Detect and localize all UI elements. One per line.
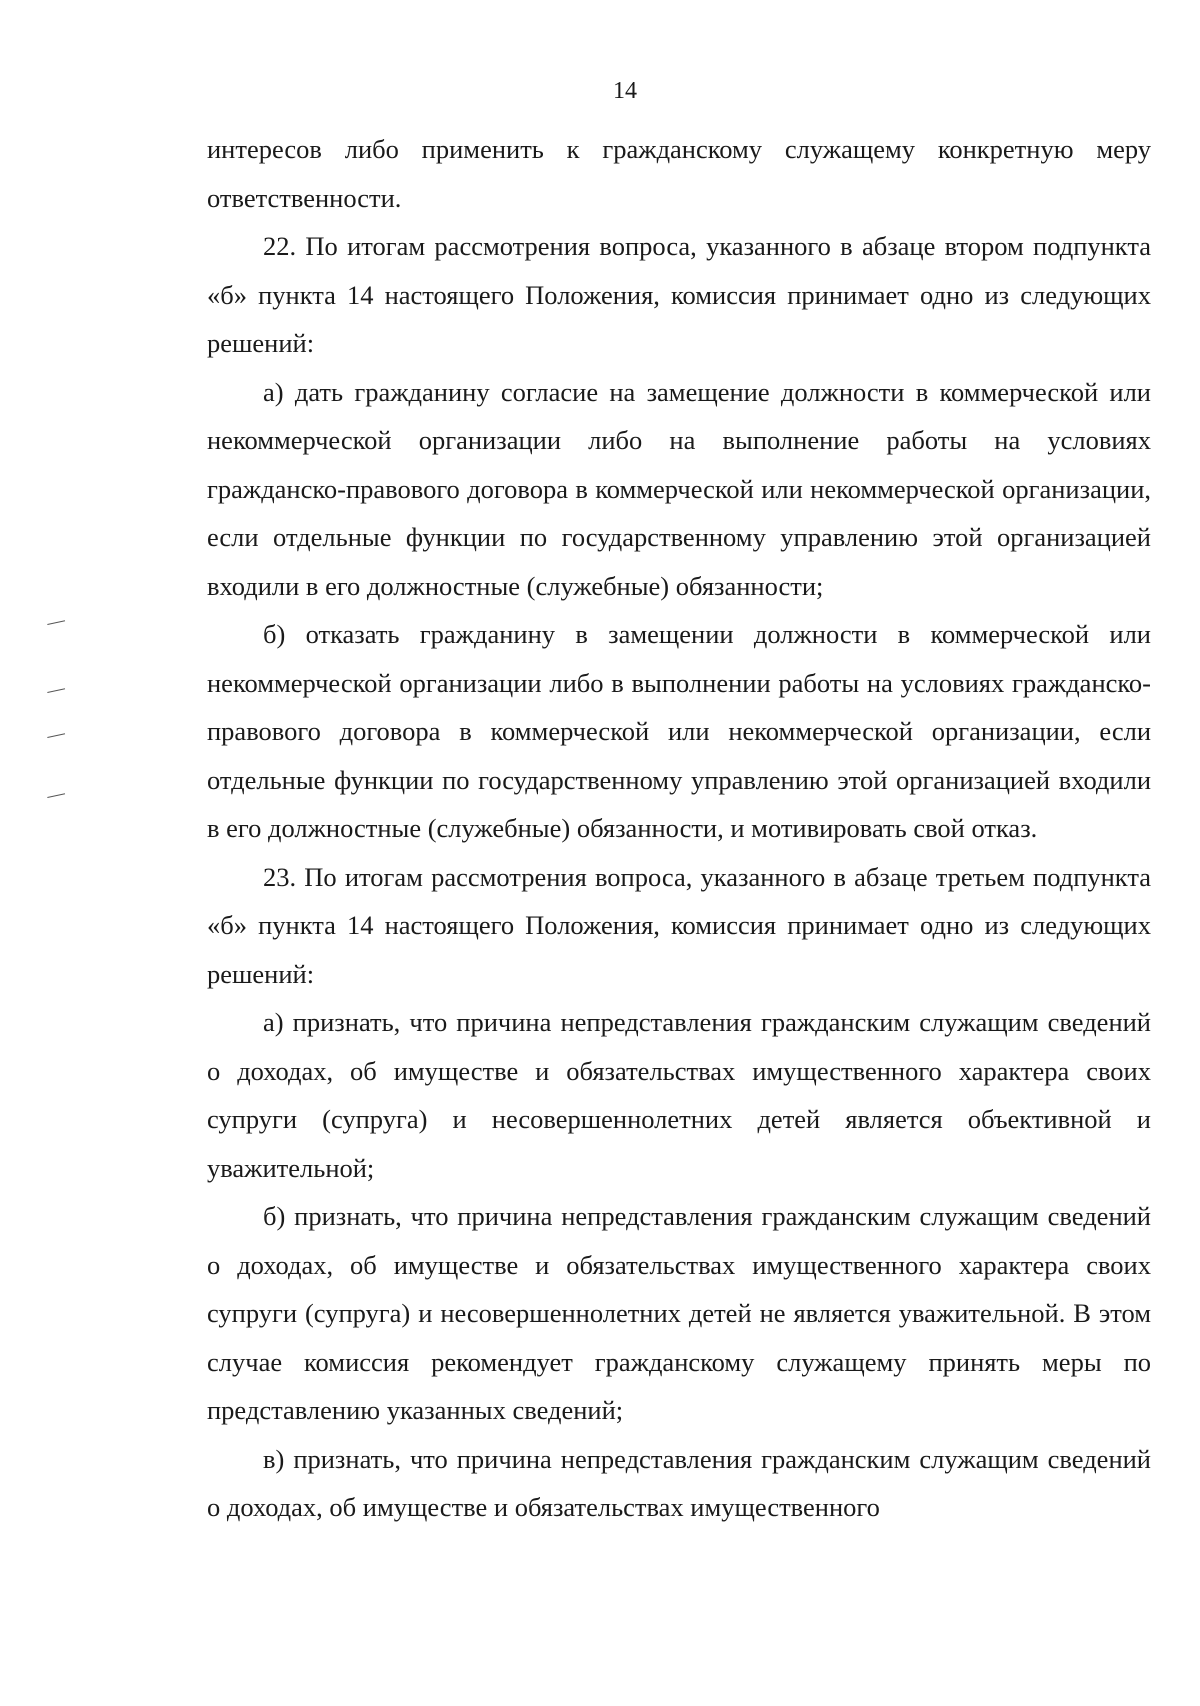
paragraph-item-23v: в) признать, что причина непредставления гражданским служащим сведений о доходах, об имуществе и обязательствах имущественного [207,1443,1151,1522]
paragraph-item-23b: б) признать, что причина непредставления гражданским служащим сведений о доходах, об имуществе и обязательствах имущественного характера своих супруги (супруга) и несовершеннолетних детей не является уважительной. В этом случае комиссия рекомендует гражданскому служащему принять меры по представлению указанных сведений; [207,1201,1151,1425]
scan-mark [47,620,66,633]
scan-mark [47,688,66,701]
paragraph-item-22b: б) отказать гражданину в замещении должности в коммерческой или некоммерческой организации либо в выполнении работы на условиях гражданско-правового договора в коммерческой или некоммерческой организации, если отдельные функции по государственному управлению этой организацией входили в его должностные (служебные) обязанности, и мотивировать свой отказ. [207,619,1151,843]
paragraph-item-22: 22. По итогам рассмотрения вопроса, указанного в абзаце втором подпункта «б» пункта 14 настоящего Положения, комиссия принимает одно из следующих решений: [207,231,1151,358]
page-number: 14 [613,78,637,104]
paragraph-item-22a: а) дать гражданину согласие на замещение должности в коммерческой или некоммерческой организации либо на выполнение работы на условиях гражданско-правового договора в коммерческой или некоммерческой организации, если отдельные функции по государственному управлению этой организацией входили в его должностные (служебные) обязанности; [207,376,1151,601]
paragraph-item-23a: а) признать, что причина непредставления гражданским служащим сведений о доходах, об имуществе и обязательствах имущественного характера своих супруги (супруга) и несовершеннолетних детей является объективной и уважительной; [207,1007,1151,1183]
scan-mark [47,793,66,806]
paragraph-continuation: интересов либо применить к гражданскому служащему конкретную меру ответственности. [207,134,1151,213]
scan-mark [47,733,66,746]
document-body [207,125,1151,1532]
paragraph-item-23: 23. По итогам рассмотрения вопроса, указанного в абзаце третьем подпункта «б» пункта 14 настоящего Положения, комиссия принимает одно из следующих решений: [207,861,1151,989]
